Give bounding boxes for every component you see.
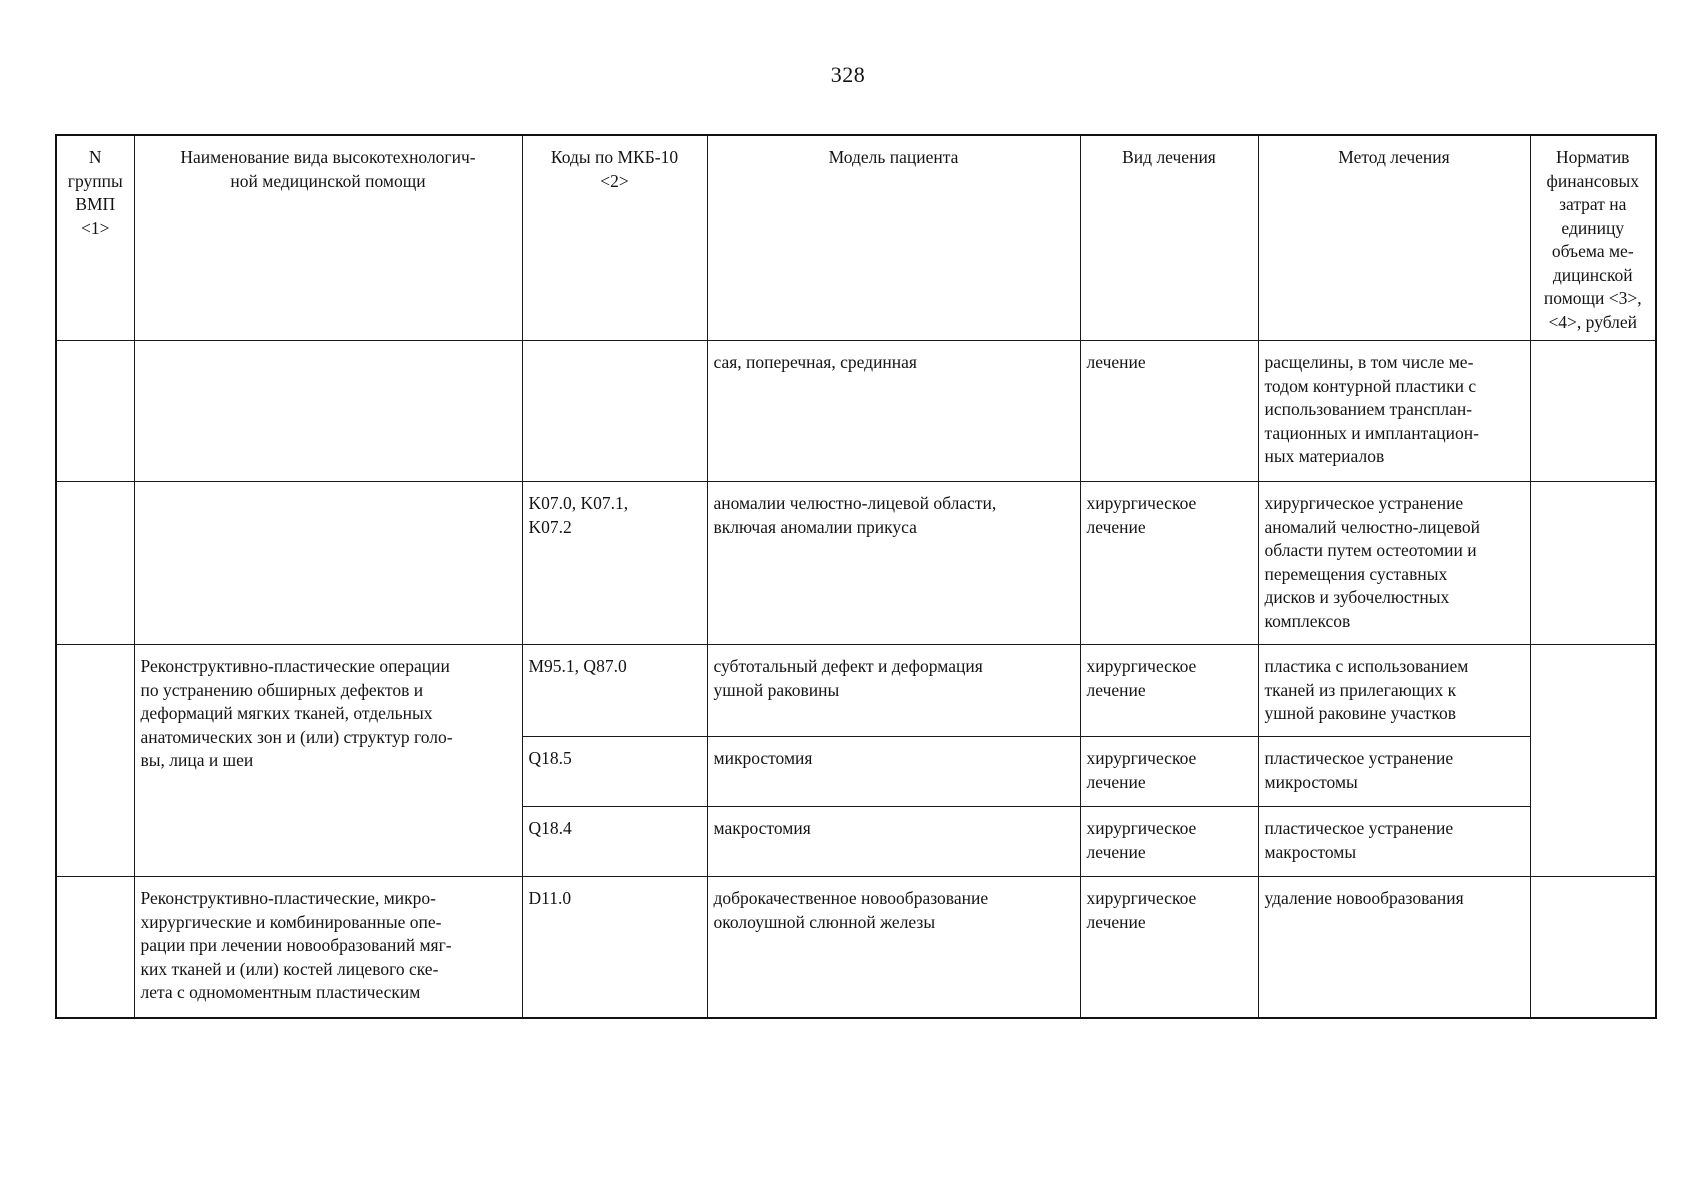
- cell-cost-norm: [1530, 645, 1656, 877]
- header-row: [56, 135, 1656, 341]
- cell-group-number: [56, 482, 134, 645]
- header-cost-norm: Норматив финансовых затрат на единицу объема ме- дицинской помощи <3>, <4>, рублей: [1530, 135, 1656, 341]
- cell-treatment-type: хирургическое лечение: [1080, 645, 1258, 737]
- header-treatment-method: Метод лечения: [1258, 135, 1530, 341]
- cell-treatment-method: пластическое устранение макростомы: [1258, 807, 1530, 877]
- cell-treatment-type: хирургическое лечение: [1080, 737, 1258, 807]
- table-row: [56, 482, 1656, 645]
- header-group-number: N группы ВМП <1>: [56, 135, 134, 341]
- cell-treatment-method: удаление новообразования: [1258, 877, 1530, 1018]
- cell-patient-model: аномалии челюстно-лицевой области, включая аномалии прикуса: [707, 482, 1080, 645]
- cell-patient-model: макростомия: [707, 807, 1080, 877]
- cell-cost-norm: [1530, 877, 1656, 1018]
- cell-group-number: [56, 877, 134, 1018]
- cell-icd10-codes: M95.1, Q87.0: [522, 645, 707, 737]
- header-treatment-type: Вид лечения: [1080, 135, 1258, 341]
- cell-icd10-codes: Q18.5: [522, 737, 707, 807]
- cell-treatment-method: расщелины, в том числе ме- тодом контурной пластики с использованием трансплан- тационных и имплантацион- ных материалов: [1258, 341, 1530, 482]
- cell-icd10-codes: D11.0: [522, 877, 707, 1018]
- table-row: [56, 877, 1656, 1018]
- cell-treatment-method: пластическое устранение микростомы: [1258, 737, 1530, 807]
- page-number: 328: [830, 62, 866, 87]
- cell-care-type-name: Реконструктивно-пластические, микро- хирургические и комбинированные опе- рации при лечении новообразований мяг- ких тканей и (или) костей лицевого ске- лета с одномоментным пластическим: [134, 877, 522, 1018]
- cell-patient-model: субтотальный дефект и деформация ушной раковины: [707, 645, 1080, 737]
- cell-patient-model: сая, поперечная, срединная: [707, 341, 1080, 482]
- header-icd10-codes: Коды по МКБ-10 <2>: [522, 135, 707, 341]
- cell-care-type-name: Реконструктивно-пластические операции по устранению обширных дефектов и деформаций мягких тканей, отдельных анатомических зон и (или) структур голо- вы, лица и шеи: [134, 645, 522, 877]
- cell-treatment-type: хирургическое лечение: [1080, 807, 1258, 877]
- vmp-table: [55, 134, 1657, 1019]
- cell-cost-norm: [1530, 341, 1656, 482]
- cell-care-type-name: [134, 482, 522, 645]
- cell-care-type-name: [134, 341, 522, 482]
- cell-treatment-method: пластика с использованием тканей из прилегающих к ушной раковине участков: [1258, 645, 1530, 737]
- cell-icd10-codes: [522, 341, 707, 482]
- table-row: [56, 341, 1656, 482]
- cell-patient-model: микростомия: [707, 737, 1080, 807]
- table-row: [56, 645, 1656, 737]
- cell-group-number: [56, 645, 134, 877]
- cell-group-number: [56, 341, 134, 482]
- header-care-type-name: Наименование вида высокотехнологич- ной медицинской помощи: [134, 135, 522, 341]
- header-patient-model: Модель пациента: [707, 135, 1080, 341]
- cell-cost-norm: [1530, 482, 1656, 645]
- cell-treatment-type: лечение: [1080, 341, 1258, 482]
- cell-patient-model: доброкачественное новообразование околоушной слюнной железы: [707, 877, 1080, 1018]
- cell-treatment-method: хирургическое устранение аномалий челюстно-лицевой области путем остеотомии и перемещения суставных дисков и зубочелюстных комплексов: [1258, 482, 1530, 645]
- cell-treatment-type: хирургическое лечение: [1080, 482, 1258, 645]
- cell-icd10-codes: K07.0, K07.1, K07.2: [522, 482, 707, 645]
- cell-icd10-codes: Q18.4: [522, 807, 707, 877]
- cell-treatment-type: хирургическое лечение: [1080, 877, 1258, 1018]
